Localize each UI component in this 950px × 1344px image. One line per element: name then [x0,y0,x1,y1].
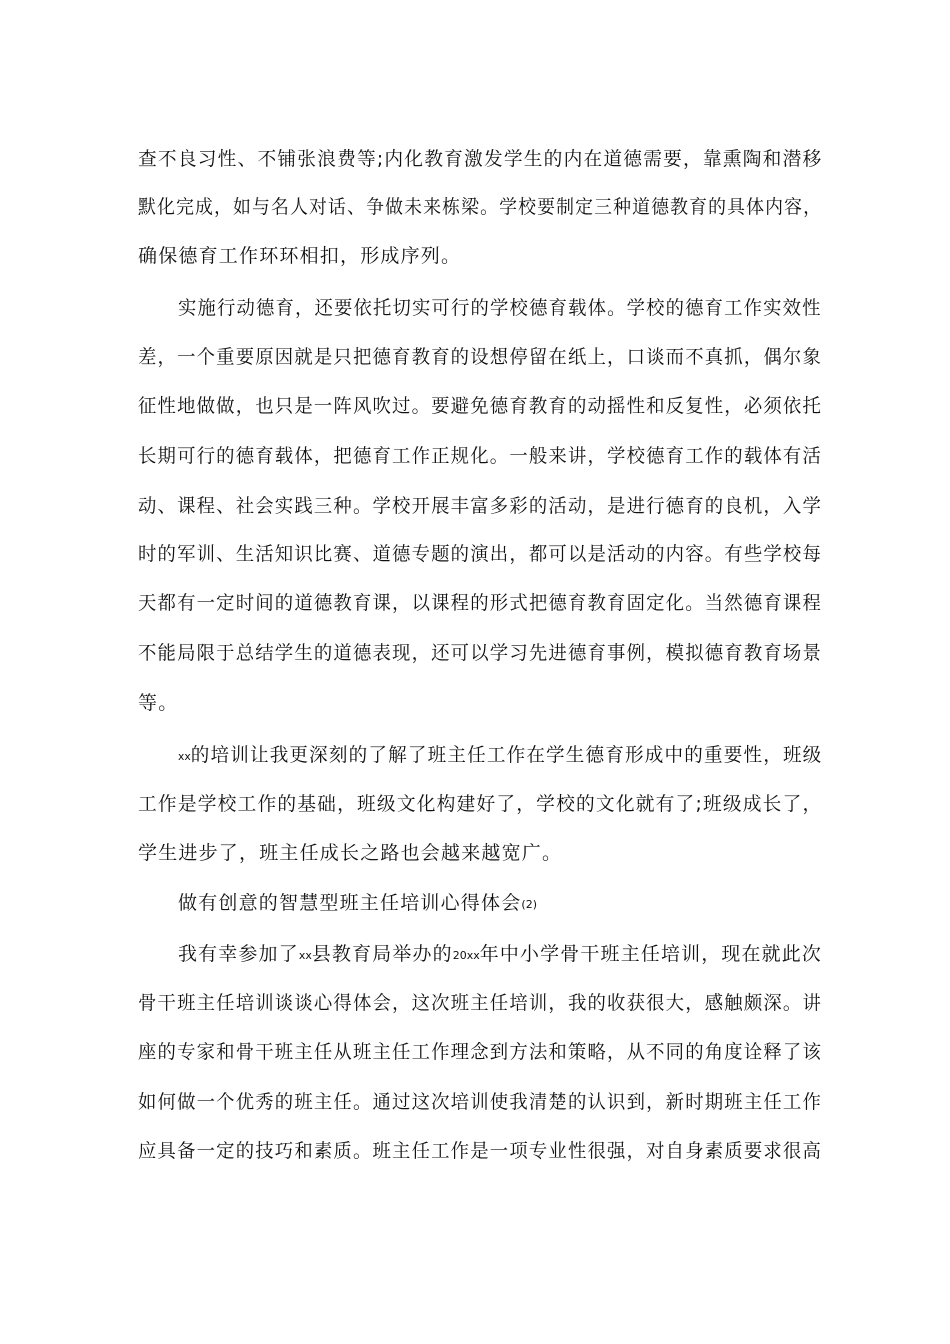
text-line: 时的军训、生活知识比赛、道德专题的演出，都可以是活动的内容。有些学校每 [138,543,823,565]
paragraph-first-line: 实施行动德育，还要依托切实可行的学校德育载体。学校的德育工作实效性 [178,297,822,319]
paragraph-first-line [178,941,822,969]
text-line: 应具备一定的技巧和素质。班主任工作是一项专业性很强，对自身素质要求很高 [138,1140,823,1162]
heading-text: 做有创意的智慧型班主任培训心得体会 [178,892,522,914]
placeholder-xx: xx [178,750,191,763]
text-line: 工作是学校工作的基础，班级文化构建好了，学校的文化就有了;班级成长了， [138,793,823,815]
placeholder-xx: xx [298,949,312,962]
placeholder-year: 20xx [452,949,480,962]
text-line: 差，一个重要原因就是只把德育教育的设想停留在纸上，口谈而不真抓，偶尔象 [138,346,823,368]
paragraph-first-line [178,742,822,770]
text-line: 天都有一定时间的道德教育课，以课程的形式把德育教育固定化。当然德育课程 [138,592,823,614]
text-run: 县教育局举办的 [311,943,453,965]
text-line: 默化完成，如与名人对话、争做未来栋梁。学校要制定三种道德教育的具体内容， [138,196,823,218]
heading-number: (2) [521,898,537,911]
section-heading [178,890,537,918]
text-run: 年中小学骨干班主任培训，现在就此次 [479,943,823,965]
text-line: 骨干班主任培训谈谈心得体会，这次班主任培训，我的收获很大，感触颇深。讲 [138,992,823,1014]
text-run: 的培训让我更深刻的了解了班主任工作在学生德育形成中的重要性，班级 [190,744,823,766]
text-line: 长期可行的德育载体，把德育工作正规化。一般来讲，学校德育工作的载体有活 [138,445,823,467]
text-line: 确保德育工作环环相扣，形成序列。 [138,245,462,267]
text-line: 如何做一个优秀的班主任。通过这次培训使我清楚的认识到，新时期班主任工作 [138,1091,823,1113]
text-line: 不能局限于总结学生的道德表现，还可以学习先进德育事例，模拟德育教育场景 [138,642,823,664]
text-line: 座的专家和骨干班主任从班主任工作理念到方法和策略，从不同的角度诠释了该 [138,1041,823,1063]
text-line: 动、课程、社会实践三种。学校开展丰富多彩的活动，是进行德育的良机，入学 [138,495,823,517]
text-run: 我有幸参加了 [178,943,299,965]
text-line: 查不良习性、不铺张浪费等;内化教育激发学生的内在道德需要，靠熏陶和潜移 [138,148,823,170]
text-line: 征性地做做，也只是一阵风吹过。要避免德育教育的动摇性和反复性，必须依托 [138,395,823,417]
text-line: 等。 [138,692,179,714]
text-line: 学生进步了，班主任成长之路也会越来越宽广。 [138,842,563,864]
